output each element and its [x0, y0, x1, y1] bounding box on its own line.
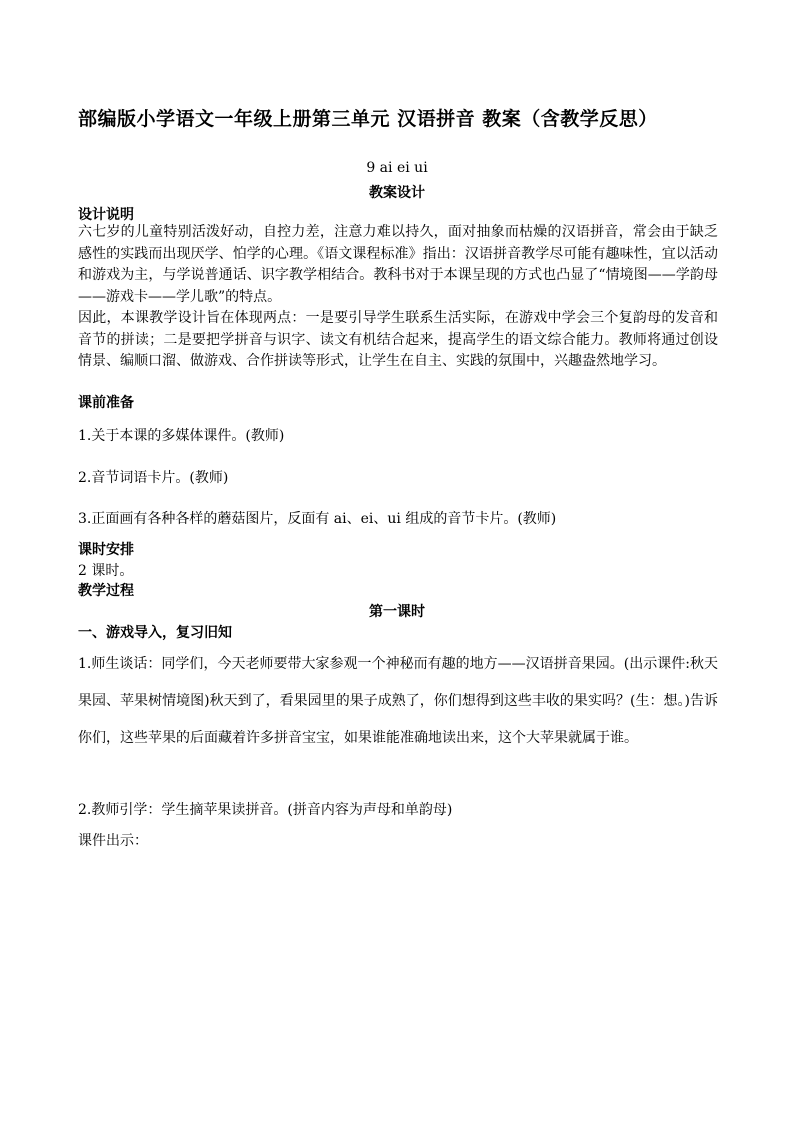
lesson-heading: 9 ai ei ui — [366, 160, 428, 176]
step-1-paragraph: 1.师生谈话：同学们，今天老师要带大家参观一个神秘而有趣的地方——汉语拼音果园。(出示课件:秋天果园、苹果树情境图)秋天到了，看果园里的果子成熟了，你们想得到这些丰收的果实吗？(生：想。)告诉你们，这些苹果的后面藏着许多拼音宝宝，如果谁能准确地读出来，这个大苹果就属于谁。 — [78, 656, 718, 746]
prep-item-1: 1.关于本课的多媒体课件。(教师) — [78, 428, 285, 444]
prep-item-2: 2.音节词语卡片。(教师) — [78, 470, 229, 486]
design-note-label: 设计说明 — [78, 207, 134, 223]
section-1-heading: 一、游戏导入，复习旧知 — [78, 625, 232, 641]
courseware-label: 课件出示： — [78, 833, 148, 849]
design-note-paragraph-1: 六七岁的儿童特别活泼好动，自控力差，注意力难以持久，面对抽象而枯燥的汉语拼音，常会由于缺乏感性的实践而出现厌学、怕学的心理。《语文课程标准》指出：汉语拼音教学尽可能有趣味性，宜以活动和游戏为主，与学说普通话、识字教学相结合。教科书对于本课呈现的方式也凸显了“情境图——学韵母——游戏卡——学儿歌”的特点。 — [78, 224, 718, 305]
step-2-paragraph: 2.教师引学：学生摘苹果读拼音。(拼音内容为声母和单韵母) — [78, 802, 453, 818]
prep-item-3: 3.正面画有各种各样的蘑菇图片，反面有 ai、ei、ui 组成的音节卡片。(教师) — [78, 511, 557, 527]
design-note-paragraph-2: 因此，本课教学设计旨在体现两点：一是要引导学生联系生活实际，在游戏中学会三个复韵母的发音和音节的拼读；二是要把学拼音与识字、读文有机结合起来，提高学生的语文综合能力。教师将通过创设情景、编顺口溜、做游戏、合作拼读等形式，让学生在自主、实践的氛围中，兴趣盎然地学习。 — [78, 310, 718, 369]
lesson-1-heading: 第一课时 — [369, 604, 425, 620]
schedule-label: 课时安排 — [78, 542, 134, 558]
prep-label: 课前准备 — [78, 395, 134, 411]
schedule-text: 2 课时。 — [78, 563, 134, 579]
document-title: 部编版小学语文一年级上册第三单元 汉语拼音 教案（含教学反思） — [78, 108, 658, 130]
design-heading: 教案设计 — [369, 185, 425, 201]
process-label: 教学过程 — [78, 583, 134, 599]
